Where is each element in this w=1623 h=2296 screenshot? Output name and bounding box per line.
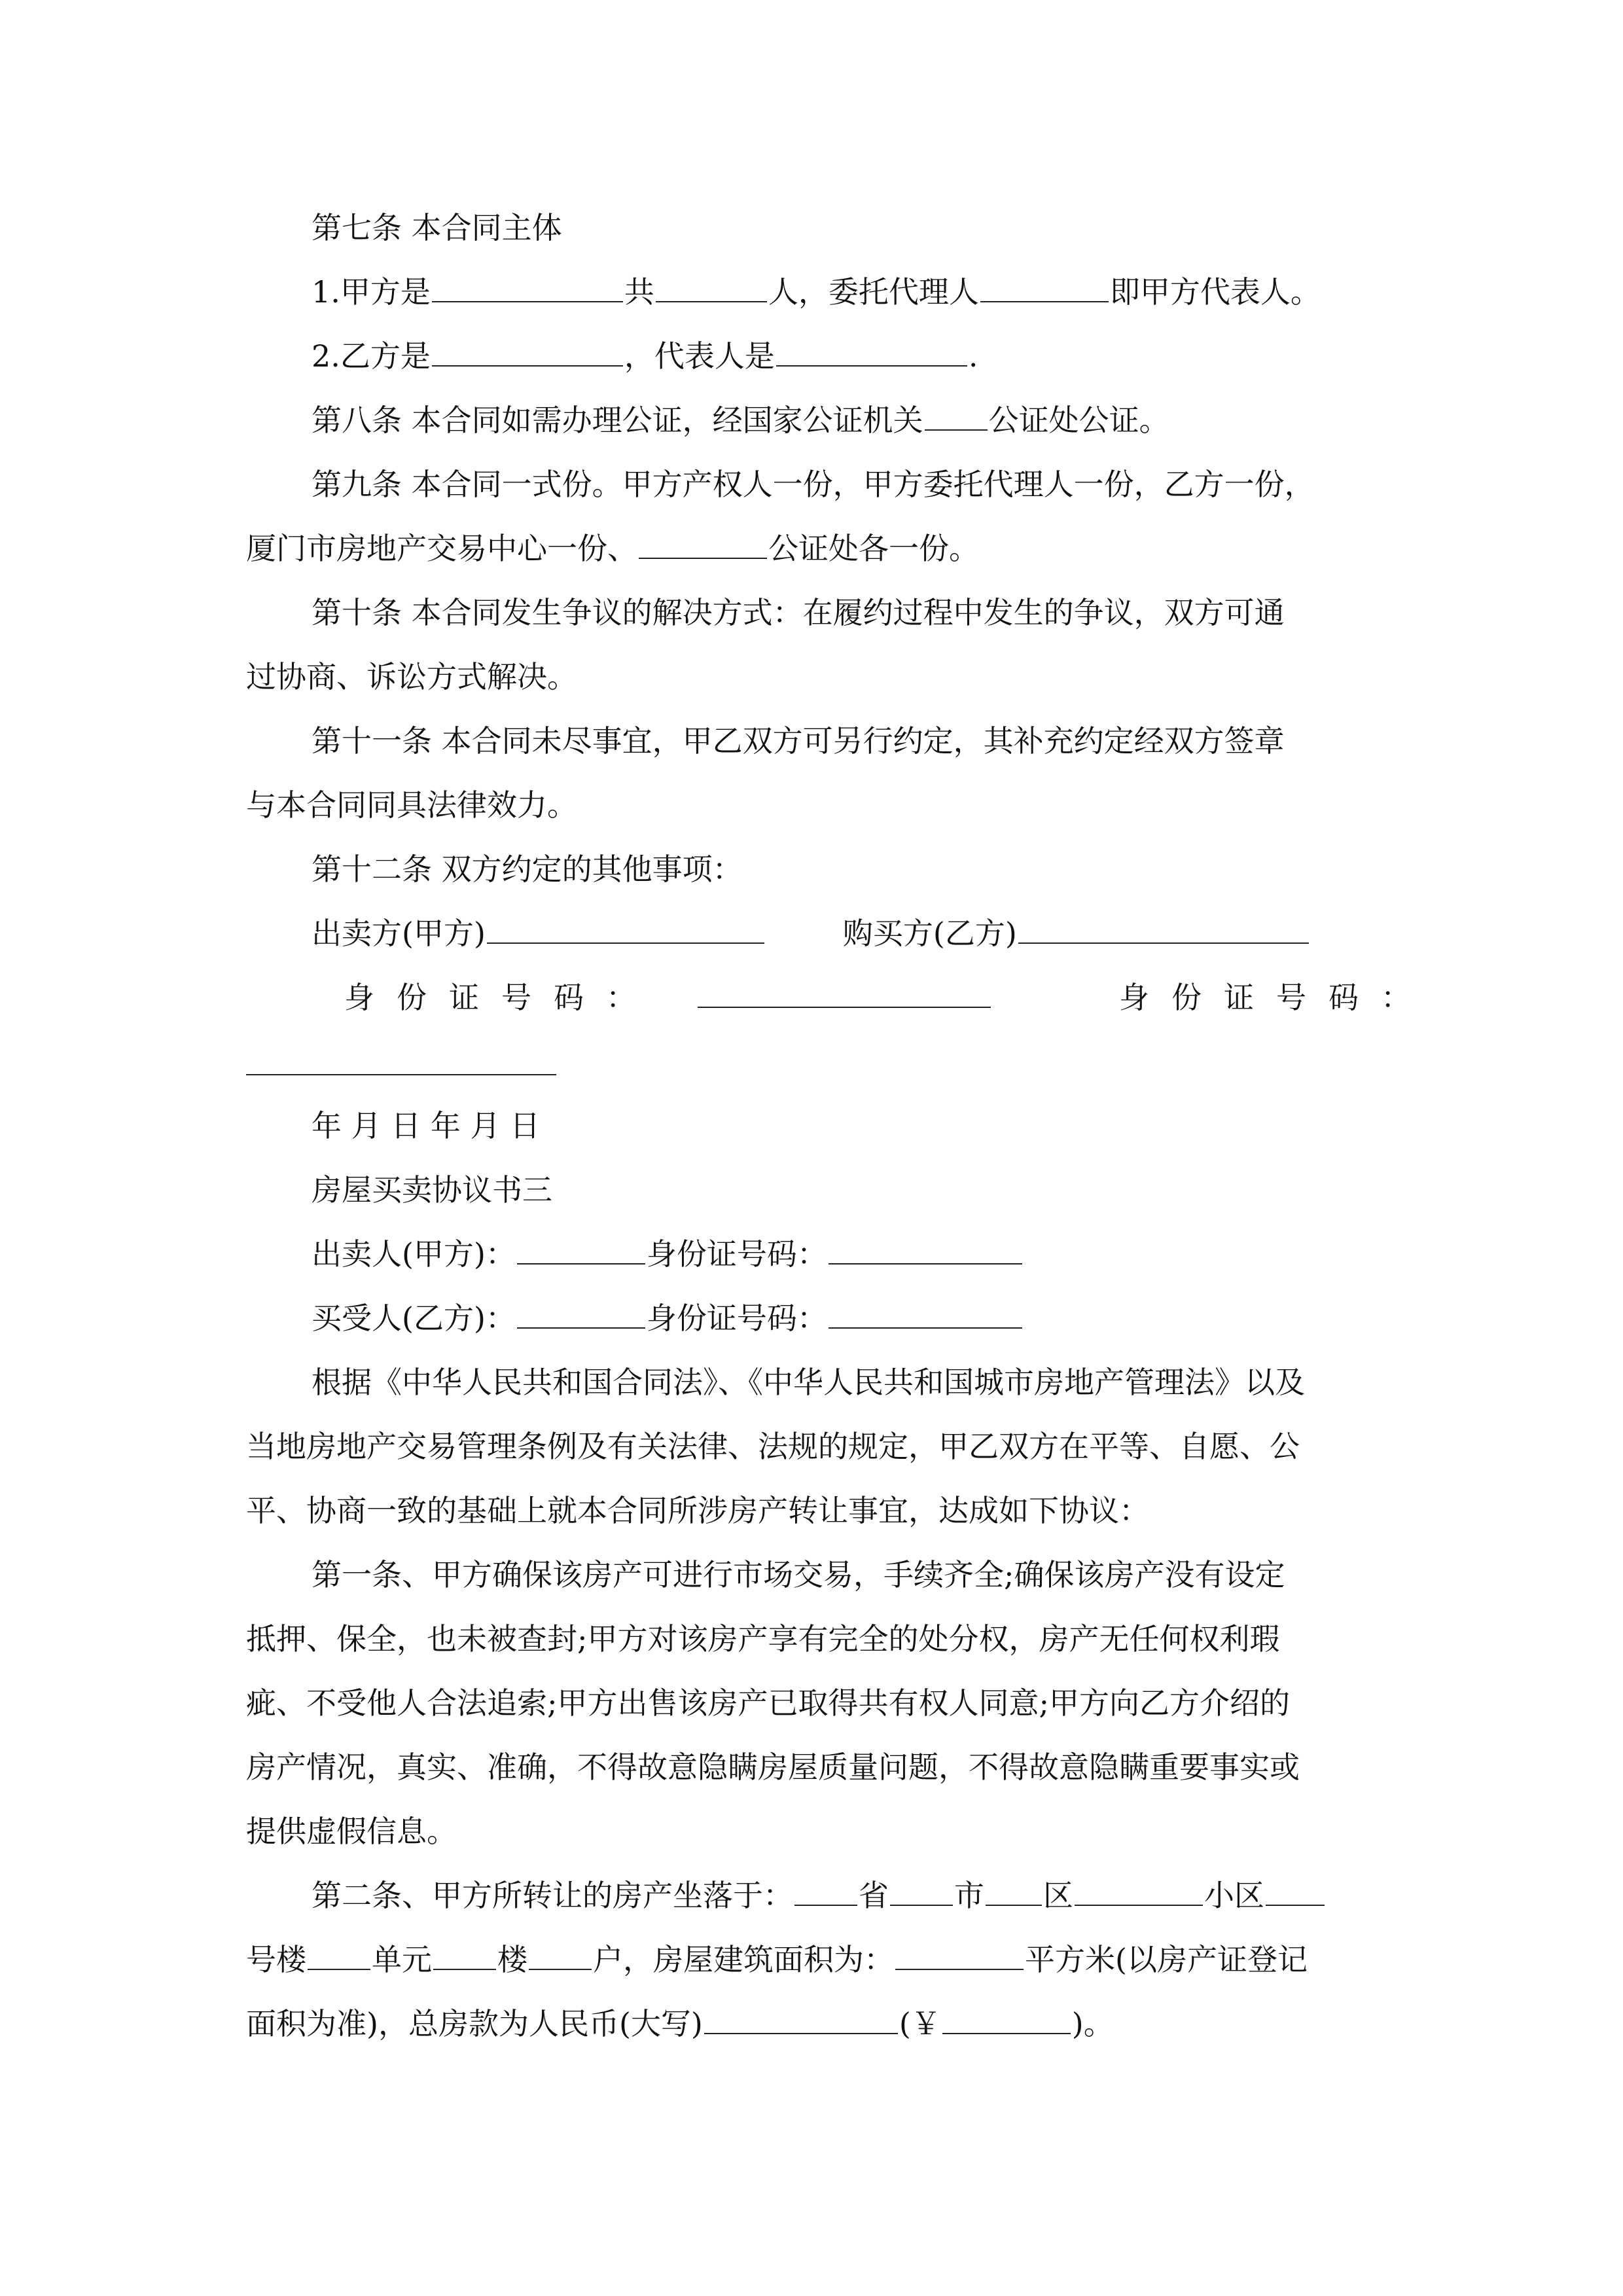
signature-line: 出卖方(甲方) 购买方(乙方) — [312, 914, 1378, 953]
room-blank[interactable] — [529, 1940, 592, 1970]
agreement-article-1-line-3: 疵、不受他人合法追索;甲方出售该房产已取得共有权人同意;甲方向乙方介绍的 — [246, 1685, 1290, 1721]
seller-signature-blank[interactable] — [487, 914, 764, 944]
article-11-line-1: 第十一条 本合同未尽事宜，甲乙双方可另行约定，其补充约定经双方签章 — [312, 723, 1285, 759]
city-blank[interactable] — [890, 1876, 953, 1906]
party-a-blank[interactable] — [432, 272, 623, 302]
article-8: 第八条 本合同如需办理公证，经国家公证机关 公证处公证。 — [312, 401, 1378, 440]
article-9-line-2: 厦门市房地产交易中心一份、 公证处各一份。 — [246, 529, 1378, 568]
price-words-blank[interactable] — [704, 2004, 898, 2034]
article-7-heading: 第七条 本合同主体 — [312, 210, 562, 245]
buyer-signature-blank[interactable] — [1018, 914, 1309, 944]
unit-blank[interactable] — [308, 1940, 370, 1970]
province-blank[interactable] — [794, 1876, 857, 1906]
seller-id-blank[interactable] — [698, 978, 991, 1008]
agreement-article-1-line-4: 房产情况，真实、准确，不得故意隐瞒房屋质量问题，不得故意隐瞒重要事实或 — [246, 1749, 1300, 1785]
agreement-article-2-line-2: 号楼 单元 楼 户，房屋建筑面积为： 平方米(以房产证登记 — [246, 1940, 1378, 1979]
district-blank[interactable] — [986, 1876, 1042, 1906]
article-7-line-2: 2.乙方是 ，代表人是 . — [312, 336, 1378, 376]
seller-info-line: 出卖人(甲方)： 身份证号码： — [312, 1234, 1378, 1274]
building-blank[interactable] — [1266, 1876, 1325, 1906]
agreement-article-1-line-2: 抵押、保全，也未被查封;甲方对该房产享有完全的处分权，房产无任何权利瑕 — [246, 1621, 1280, 1657]
article-11-line-2: 与本合同同具法律效力。 — [246, 787, 577, 823]
article-10-line-2: 过协商、诉讼方式解决。 — [246, 659, 577, 694]
notary-blank[interactable] — [925, 401, 988, 431]
area-blank[interactable] — [895, 1940, 1024, 1970]
party-b-blank[interactable] — [432, 336, 623, 367]
notary-office-blank[interactable] — [639, 529, 767, 559]
signature-date: 年 月 日 年 月 日 — [312, 1108, 541, 1143]
agreement-article-1-line-1: 第一条、甲方确保该房产可进行市场交易，手续齐全;确保该房产没有设定 — [312, 1557, 1285, 1592]
agent-blank[interactable] — [980, 272, 1109, 302]
buyer-id-number-blank[interactable] — [829, 1299, 1022, 1329]
intro-line-1: 根据《中华人民共和国合同法》、《中华人民共和国城市房地产管理法》以及 — [312, 1365, 1305, 1400]
agreement-article-2-line-1: 第二条、甲方所转让的房产坐落于： 省 市 区 小区 — [312, 1876, 1378, 1915]
intro-line-3: 平、协商一致的基础上就本合同所涉房产转让事宜，达成如下协议： — [246, 1493, 1149, 1528]
buyer-info-line: 买受人(乙方)： 身份证号码： — [312, 1299, 1378, 1338]
floor-blank[interactable] — [433, 1940, 496, 1970]
party-a-count-blank[interactable] — [656, 272, 767, 302]
intro-line-2: 当地房地产交易管理条例及有关法律、法规的规定，甲乙双方在平等、自愿、公 — [246, 1429, 1300, 1464]
price-number-blank[interactable] — [942, 2004, 1071, 2034]
buyer-id-blank[interactable] — [246, 1074, 556, 1075]
seller-name-blank[interactable] — [517, 1234, 645, 1265]
agreement-title: 房屋买卖协议书三 — [312, 1172, 552, 1208]
community-blank[interactable] — [1075, 1876, 1203, 1906]
article-9-line-1: 第九条 本合同一式份。甲方产权人一份，甲方委托代理人一份，乙方一份， — [312, 467, 1315, 502]
buyer-name-blank[interactable] — [517, 1299, 645, 1329]
article-10-line-1: 第十条 本合同发生争议的解决方式：在履约过程中发生的争议，双方可通 — [312, 595, 1285, 630]
seller-id-number-blank[interactable] — [829, 1234, 1022, 1265]
agreement-article-1-line-5: 提供虚假信息。 — [246, 1814, 457, 1849]
id-number-line: 身份证号码： 身份证号码： — [344, 978, 1378, 1017]
article-12-heading: 第十二条 双方约定的其他事项： — [312, 852, 743, 887]
representative-blank[interactable] — [776, 336, 967, 367]
agreement-article-2-line-3: 面积为准)，总房款为人民币(大写) (￥ )。 — [246, 2004, 1378, 2043]
article-7-line-1: 1.甲方是 共 人，委托代理人 即甲方代表人。 — [312, 272, 1378, 312]
